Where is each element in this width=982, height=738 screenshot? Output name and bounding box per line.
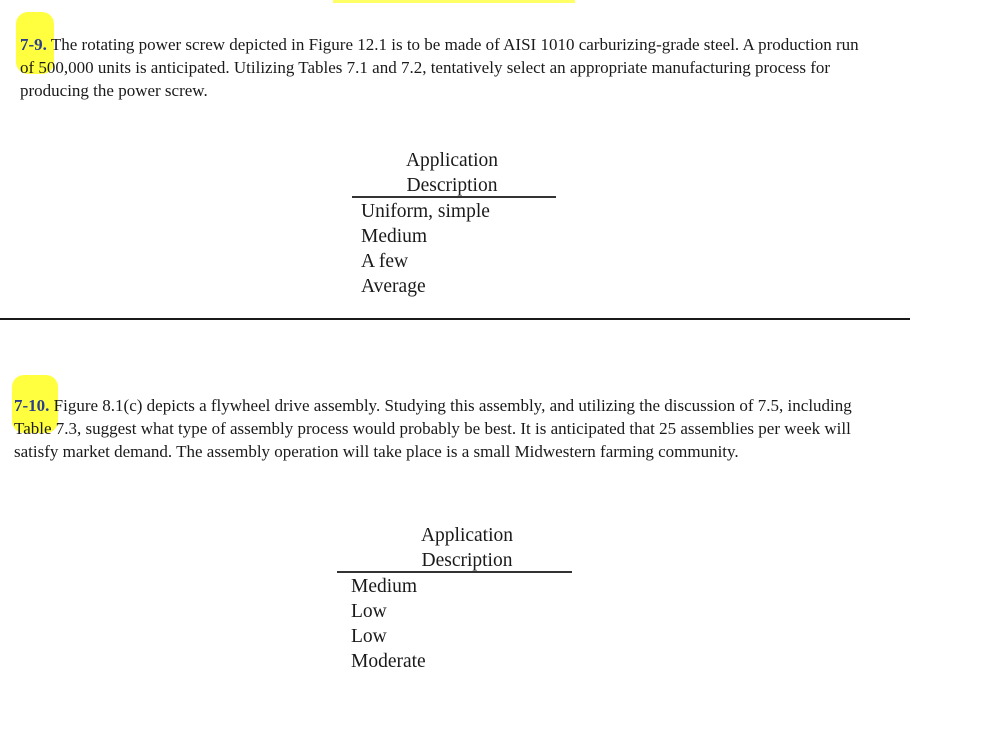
table-row: Low (351, 601, 387, 622)
problem-7-10 (14, 394, 876, 463)
top-highlight-mark (333, 0, 575, 3)
table-row: Medium (351, 576, 418, 597)
problem-number: 7-10. (14, 396, 50, 415)
section-divider (0, 318, 910, 320)
table-header-line2: Description (406, 175, 498, 196)
problem-text: Figure 8.1(c) depicts a flywheel drive assembly. Studying this assembly, and utilizing the discussion of 7.5, including Table 7.3, suggest what type of assembly process would probably be best. It is anticipated that 25 assemblies per week will satisfy market demand. The assembly operation will take place is a small Midwestern farming community. (14, 396, 852, 461)
table-row: A few (361, 251, 409, 272)
table-header-line1: Application (405, 150, 499, 171)
table-header-rule (352, 196, 556, 198)
table-row: Moderate (351, 651, 426, 672)
problem-number: 7-9. (20, 35, 47, 54)
table-row: Medium (361, 226, 428, 247)
table-row: Low (351, 626, 387, 647)
application-table (352, 148, 562, 298)
table-header-line1: Application (420, 525, 514, 546)
problem-7-9 (20, 33, 870, 102)
problem-text: The rotating power screw depicted in Figure 12.1 is to be made of AISI 1010 carburizing-grade steel. A production run of 500,000 units is anticipated. Utilizing Tables 7.1 and 7.2, tentatively select an appropriate manufacturing process for producing the power screw. (20, 35, 859, 100)
table-header-line2: Description (421, 550, 513, 571)
table-row: Uniform, simple (361, 201, 490, 222)
table-header-rule (337, 571, 572, 573)
application-table (337, 523, 573, 673)
table-row: Average (361, 276, 426, 297)
